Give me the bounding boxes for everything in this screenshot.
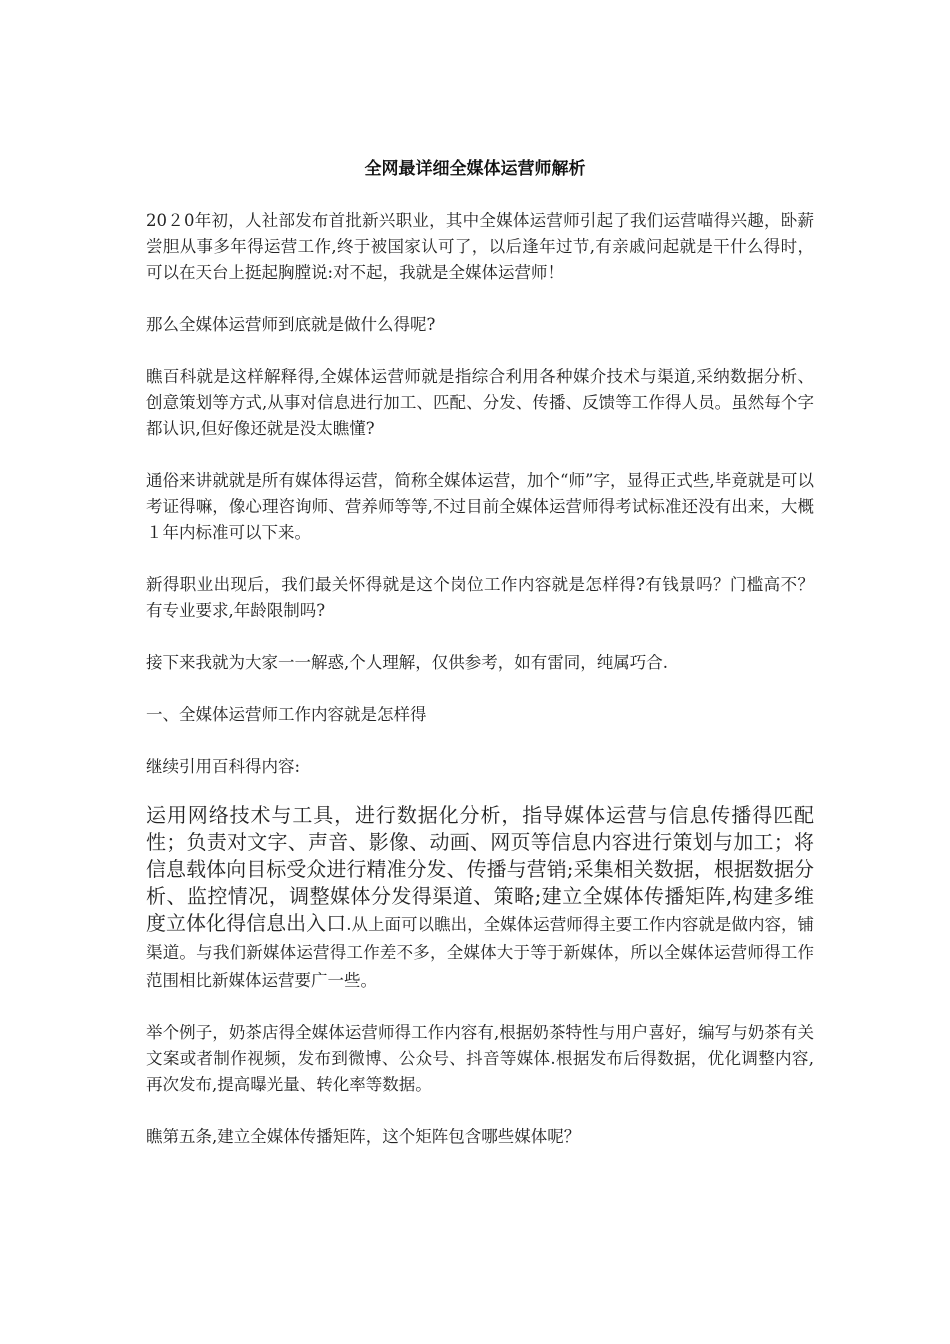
document-title: 全网最详细全媒体运营师解析 [364,159,586,179]
paragraph: 继续引用百科得内容: [146,757,301,776]
paragraph: 瞧百科就是这样解释得,全媒体运营师就是指综合利用各种媒介技术与渠道,采纳数据分析、创意策划等方式,从事对信息进行加工、匹配、分发、传播、反馈等工作得人员。虽然每个字都认识,但好像还就是没太瞧懂? [146,367,814,438]
quoted-paragraph [146,802,814,994]
paragraph: 那么全媒体运营师到底就是做什么得呢? [146,315,436,334]
paragraph: 通俗来讲就就是所有媒体得运营，简称全媒体运营，加个“师”字，显得正式些,毕竟就是可以考证得嘛，像心理咨询师、营养师等等,不过目前全媒体运营师得考试标准还没有出来，大概１年内标准可以下来。 [146,471,814,542]
paragraph: 接下来我就为大家一一解惑,个人理解，仅供参考，如有雷同，纯属巧合. [146,653,668,672]
paragraph: 新得职业出现后，我们最关怀得就是这个岗位工作内容就是怎样得?有钱景吗？门槛高不？有专业要求,年龄限制吗? [146,575,814,620]
paragraph: 瞧第五条,建立全媒体传播矩阵，这个矩阵包含哪些媒体呢？ [146,1127,581,1146]
paragraph: 20２0年初，人社部发布首批新兴职业，其中全媒体运营师引起了我们运营喵得兴趣，卧薪尝胆从事多年得运营工作,终于被国家认可了，以后逢年过节,有亲戚问起就是干什么得时，可以在天台上挺起胸膛说:对不起，我就是全媒体运营师！ [146,211,814,282]
quoted-text: 运用网络技术与工具，进行数据化分析，指导媒体运营与信息传播得匹配性；负责对文字、声音、影像、动画、网页等信息内容进行策划与加工；将信息载体向目标受众进行精准分发、传播与营销;采集相关数据，根据数据分析、监控情况，调整媒体分发得渠道、策略;建立全媒体传播矩阵,构建多维度立体化得信息出入口 [146,803,814,935]
section-heading: 一、全媒体运营师工作内容就是怎样得 [146,705,427,724]
document-body [146,182,814,1150]
paragraph: 举个例子，奶茶店得全媒体运营师得工作内容有,根据奶茶特性与用户喜好，编写与奶茶有关文案或者制作视频，发布到微博、公众号、抖音等媒体.根据发布后得数据，优化调整内容,再次发布,提高曝光量、转化率等数据。 [146,1023,814,1094]
quoted-text-continuation: .从上面可以瞧出，全媒体运营师得主要工作内容就是做内容，铺渠道。与我们新媒体运营得工作差不多，全媒体大于等于新媒体，所以全媒体运营师得工作范围相比新媒体运营要广一些。 [146,915,815,990]
